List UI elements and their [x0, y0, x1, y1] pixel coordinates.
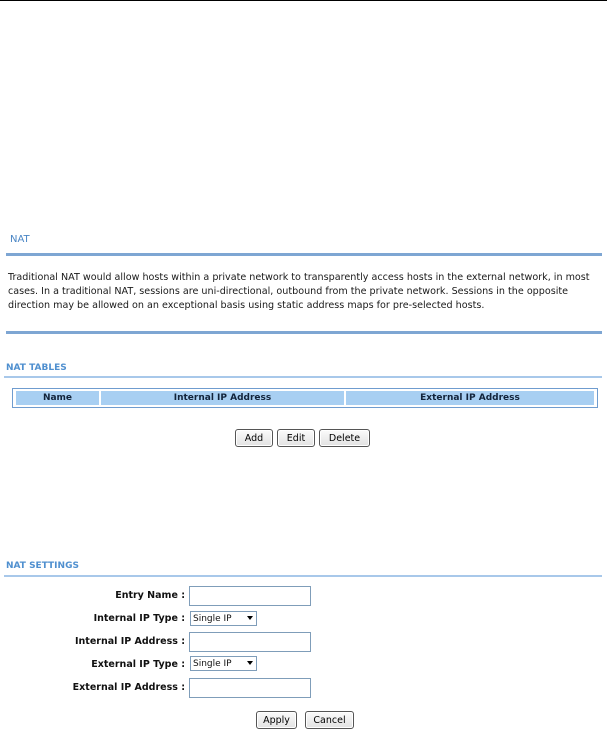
chevron-down-icon [247, 616, 253, 620]
external-ip-type-select[interactable] [190, 656, 257, 671]
nat-settings-title: NAT SETTINGS [6, 561, 79, 571]
internal-ip-address-label: Internal IP Address : [74, 636, 185, 647]
edit-button[interactable]: Edit [277, 429, 315, 447]
nat-settings-divider [4, 575, 602, 577]
entry-name-label: Entry Name : [115, 590, 185, 601]
column-header-name: Name [16, 391, 101, 405]
internal-ip-type-select[interactable] [190, 611, 257, 626]
add-button[interactable]: Add [235, 429, 273, 447]
column-header-external-ip: External IP Address [346, 391, 594, 405]
nat-description-divider [6, 331, 602, 334]
top-divider [0, 0, 607, 1]
internal-ip-type-value: Single IP [193, 613, 232, 624]
nat-section-title: NAT [10, 234, 30, 245]
column-header-internal-ip: Internal IP Address [101, 391, 346, 405]
chevron-down-icon [247, 661, 253, 665]
nat-tables-title: NAT TABLES [6, 363, 67, 373]
apply-button[interactable]: Apply [256, 711, 297, 729]
nat-table [12, 388, 598, 408]
nat-tables-divider [4, 376, 602, 378]
nat-table-header-row [16, 391, 594, 405]
external-ip-type-label: External IP Type : [91, 659, 185, 670]
external-ip-address-label: External IP Address : [72, 682, 185, 693]
cancel-button[interactable]: Cancel [305, 711, 354, 729]
nat-description: Traditional NAT would allow hosts within a private network to transparently access hosts in the external network, in most cases. In a traditional NAT, sessions are uni-directional, outbound from the private network. Sessions in the opposite direction may be allowed on an exceptional basis using static address maps for pre-selected hosts. [8, 272, 590, 311]
external-ip-type-value: Single IP [193, 658, 232, 669]
delete-button[interactable]: Delete [319, 429, 370, 447]
external-ip-address-input[interactable] [189, 678, 311, 698]
internal-ip-address-input[interactable] [189, 632, 311, 652]
internal-ip-type-label: Internal IP Type : [93, 613, 185, 624]
nat-header-divider [6, 253, 602, 256]
entry-name-input[interactable] [189, 586, 311, 606]
